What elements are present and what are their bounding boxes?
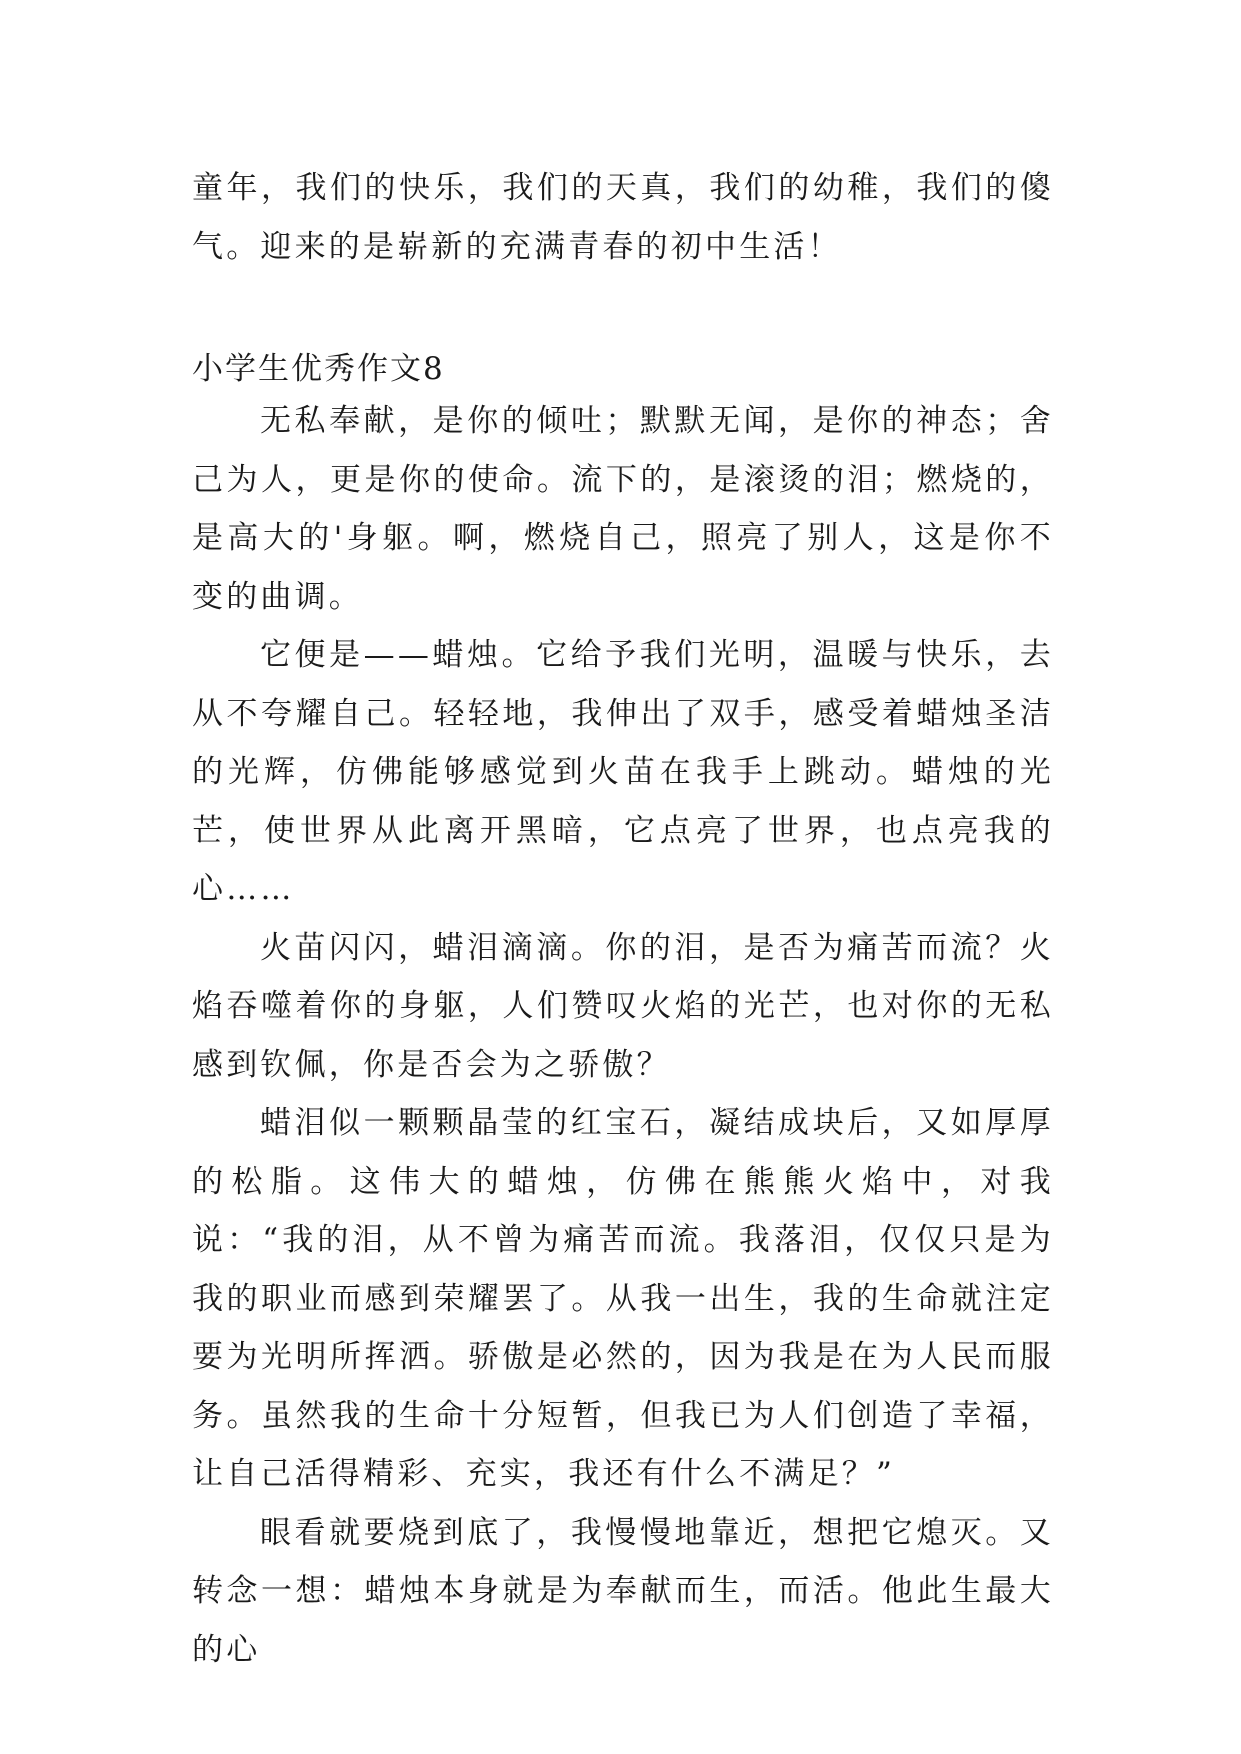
intro-text [192,159,1054,276]
essay-paragraph-5: 眼看就要烧到底了，我慢慢地靠近，想把它熄灭。又转念一想：蜡烛本身就是为奉献而生，而活。他此生最大的心 [192,1514,1054,1668]
essay-paragraph-1: 无私奉献，是你的倾吐；默默无闻，是你的神态；舍己为人，更是你的使命。流下的，是滚烫的泪；燃烧的，是高大的'身躯。啊，燃烧自己，照亮了别人，这是你不变的曲调。 [192,403,1054,615]
essay-paragraph-3: 火苗闪闪，蜡泪滴滴。你的泪，是否为痛苦而流？火焰吞噬着你的身躯，人们赞叹火焰的光芒，也对你的无私感到钦佩，你是否会为之骄傲？ [192,929,1054,1083]
essay-paragraph-4: 蜡泪似一颗颗晶莹的红宝石，凝结成块后，又如厚厚的松脂。这伟大的蜡烛，仿佛在熊熊火焰中，对我说：“我的泪，从不曾为痛苦而流。我落泪，仅仅只是为我的职业而感到荣耀罢了。从我一出生，我的生命就注定要为光明所挥洒。骄傲是必然的，因为我是在为人民而服务。虽然我的生命十分短暂，但我已为人们创造了幸福，让自己活得精彩、充实，我还有什么不满足？” [192,1105,1054,1492]
essay-paragraph-2: 它便是——蜡烛。它给予我们光明，温暖与快乐，去从不夸耀自己。轻轻地，我伸出了双手，感受着蜡烛圣洁的光辉，仿佛能够感觉到火苗在我手上跳动。蜡烛的光芒，使世界从此离开黑暗，它点亮了世界，也点亮我的心…… [192,637,1054,907]
intro-paragraph: 童年，我们的快乐，我们的天真，我们的幼稚，我们的傻气。迎来的是崭新的充满青春的初中生活！ [192,170,1054,265]
essay-body [192,392,1054,1679]
essay-title: 小学生优秀作文8 [192,351,445,387]
